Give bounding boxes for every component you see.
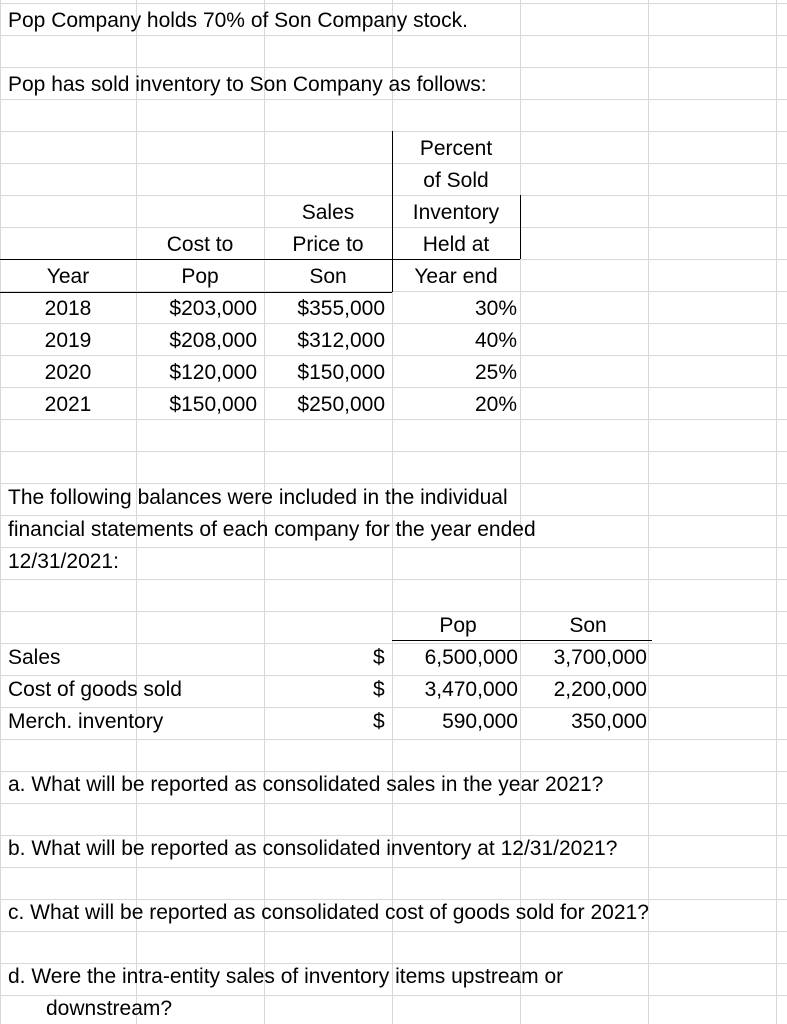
grid-row-line (0, 227, 787, 228)
header-cost-line1: Cost to (166, 233, 234, 256)
grid-row-line (0, 195, 787, 196)
currency-symbol: $ (373, 678, 385, 701)
balances-intro-line3: 12/31/2021: (8, 550, 119, 573)
header-year: Year (46, 265, 90, 288)
grid-row-line (0, 771, 787, 772)
question-b: b. What will be reported as consolidated inventory at 12/31/2021? (8, 837, 618, 860)
header-percent-line1: Percent (419, 137, 493, 160)
grid-row-line (0, 899, 787, 900)
grid-row-line (0, 867, 787, 868)
header-percent-line2: of Sold (423, 169, 489, 192)
balance-son: 3,700,000 (553, 646, 647, 669)
balance-pop: 6,500,000 (424, 646, 518, 669)
row-cost: $120,000 (169, 361, 257, 384)
row-price: $150,000 (297, 361, 385, 384)
grid-row-line (0, 99, 787, 100)
grid-row-line (0, 67, 787, 68)
intro-inventory-text: Pop has sold inventory to Son Company as follows: (8, 73, 487, 96)
grid-row-line (0, 739, 787, 740)
grid-row-line (0, 387, 787, 388)
row-percent: 25% (474, 361, 517, 384)
question-d-line1: d. Were the intra-entity sales of inventory items upstream or (8, 965, 564, 988)
grid-row-line (0, 419, 787, 420)
grid-row-line (0, 35, 787, 36)
grid-row-line (0, 611, 787, 612)
header-cost-line2: Pop (181, 265, 219, 288)
header-percent-line3: Inventory (412, 201, 500, 224)
grid-row-line (0, 355, 787, 356)
row-price: $250,000 (297, 393, 385, 416)
balance-label: Cost of goods sold (8, 678, 182, 701)
header-underline (0, 292, 392, 293)
question-c: c. What will be reported as consolidated cost of goods sold for 2021? (8, 901, 649, 924)
grid-row-line (0, 483, 787, 484)
header-percent-line4: Held at (422, 233, 490, 256)
intro-ownership-text: Pop Company holds 70% of Son Company stock. (8, 9, 468, 32)
grid-row-line (0, 931, 787, 932)
grid-row-line (0, 643, 787, 644)
row-cost: $203,000 (169, 297, 257, 320)
grid-row-line (0, 547, 787, 548)
row-price: $355,000 (297, 297, 385, 320)
grid-row-line (0, 963, 787, 964)
grid-row-line (0, 323, 787, 324)
currency-symbol: $ (373, 710, 385, 733)
header-divider (0, 259, 520, 260)
grid-row-line (0, 163, 787, 164)
grid-row-line (0, 675, 787, 676)
currency-symbol: $ (373, 646, 385, 669)
balance-pop: 590,000 (442, 710, 518, 733)
grid-row-line (0, 3, 787, 4)
header-sales-line3: Son (309, 265, 347, 288)
table-left-border (392, 131, 393, 292)
grid-row-line (0, 707, 787, 708)
question-d-line2: downstream? (46, 997, 173, 1020)
grid-row-line (0, 451, 787, 452)
balance-label: Sales (8, 646, 61, 669)
balances-intro-line1: The following balances were included in the individual (8, 486, 508, 509)
row-price: $312,000 (297, 329, 385, 352)
row-cost: $208,000 (169, 329, 257, 352)
grid-row-line (0, 835, 787, 836)
column-header-son: Son (569, 614, 607, 637)
balance-son: 2,200,000 (553, 678, 647, 701)
row-percent: 30% (474, 297, 517, 320)
balance-son: 350,000 (571, 710, 647, 733)
header-sales-line2: Price to (292, 233, 364, 256)
table-right-border (520, 195, 521, 259)
row-year: 2018 (44, 297, 92, 320)
question-a: a. What will be reported as consolidated sales in the year 2021? (8, 773, 604, 796)
row-year: 2021 (44, 393, 92, 416)
grid-row-line (0, 515, 787, 516)
column-header-pop: Pop (439, 614, 477, 637)
balances-intro-line2: financial statements of each company for the year ended (8, 518, 536, 541)
row-percent: 20% (474, 393, 517, 416)
grid-row-line (0, 803, 787, 804)
row-year: 2019 (44, 329, 92, 352)
row-percent: 40% (474, 329, 517, 352)
grid-row-line (0, 579, 787, 580)
grid-row-line (0, 995, 787, 996)
balance-label: Merch. inventory (8, 710, 164, 733)
grid-row-line (0, 131, 787, 132)
balances-header-underline (392, 640, 652, 641)
balance-pop: 3,470,000 (424, 678, 518, 701)
header-sales-line1: Sales (301, 201, 355, 224)
row-cost: $150,000 (169, 393, 257, 416)
header-percent-line5: Year end (414, 265, 498, 288)
row-year: 2020 (44, 361, 92, 384)
